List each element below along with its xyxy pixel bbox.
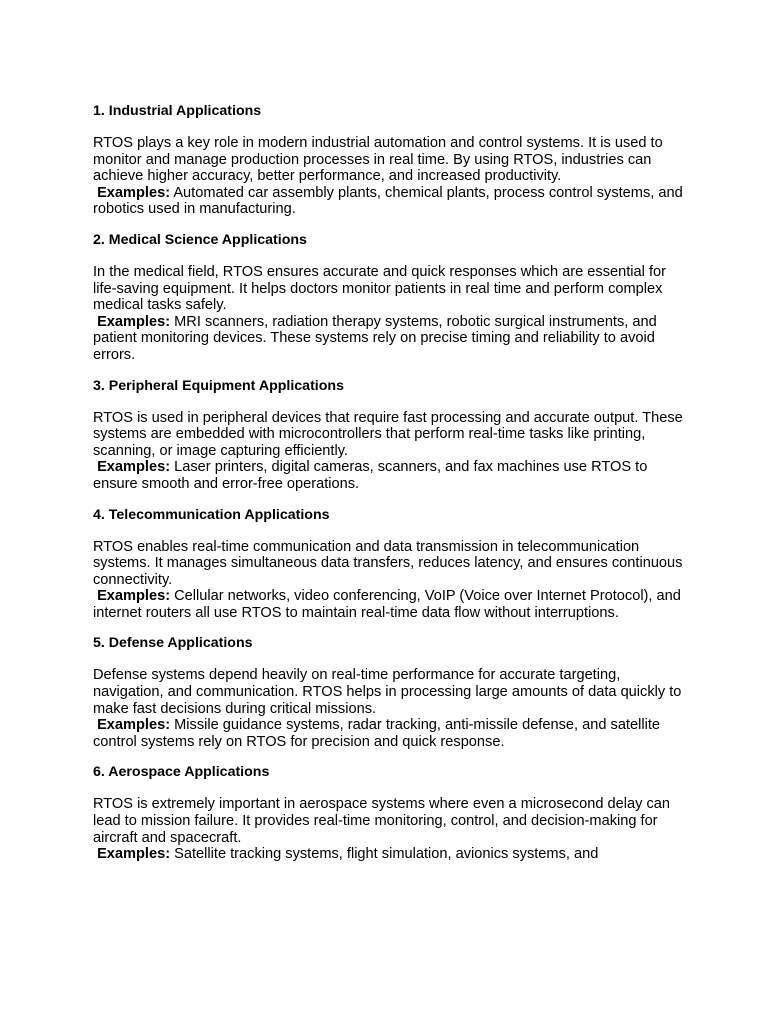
section-heading: 3. Peripheral Equipment Applications — [93, 377, 344, 394]
section-paragraph: RTOS is used in peripheral devices that require fast processing and accurate output. These systems are embedded with microcontrollers that perform real-time tasks like printing, scanning, or image capturing efficiently. — [93, 409, 683, 459]
section-paragraph: RTOS is extremely important in aerospace systems where even a microsecond delay can lead to mission failure. It provides real-time monitoring, control, and decision-making for aircraft and spacecraft. — [93, 796, 670, 846]
section-defense — [93, 635, 683, 750]
examples-label: Examples: — [97, 588, 171, 605]
section-paragraph: In the medical field, RTOS ensures accurate and quick responses which are essential for life-saving equipment. It helps doctors monitor patients in real time and perform complex medical tasks safely. — [93, 263, 666, 314]
section-paragraph: RTOS plays a key role in modern industrial automation and control systems. It is used to monitor and manage production processes in real time. By using RTOS, industries can achieve higher accuracy, better performance, and increased productivity. — [93, 135, 663, 185]
examples-label: Examples: — [97, 313, 171, 330]
section-examples — [93, 717, 683, 750]
section-examples — [93, 588, 683, 621]
section-examples — [93, 314, 683, 364]
examples-text: Satellite tracking systems, flight simulation, avionics systems, and — [174, 846, 599, 863]
examples-label: Examples: — [97, 717, 171, 734]
section-examples — [93, 846, 683, 863]
section-examples — [93, 459, 683, 492]
examples-label: Examples: — [97, 459, 171, 476]
examples-label: Examples: — [97, 846, 171, 863]
section-peripheral — [93, 378, 683, 493]
examples-text: MRI scanners, radiation therapy systems, robotic surgical instruments, and patient monitoring devices. These systems rely on precise timing and reliability to avoid errors. — [93, 313, 657, 363]
document-page — [93, 103, 683, 877]
section-paragraph: RTOS enables real-time communication and data transmission in telecommunication systems. It manages simultaneous data transfers, reduces latency, and ensures continuous connectivity. — [93, 538, 683, 588]
section-heading: 6. Aerospace Applications — [93, 764, 270, 781]
examples-text: Automated car assembly plants, chemical plants, process control systems, and robotics used in manufacturing. — [93, 184, 683, 218]
section-heading: 2. Medical Science Applications — [93, 231, 307, 248]
section-heading: 5. Defense Applications — [93, 635, 253, 652]
section-telecommunication — [93, 507, 683, 622]
section-aerospace — [93, 764, 683, 862]
section-examples — [93, 185, 683, 218]
section-industrial — [93, 103, 683, 218]
section-paragraph: Defense systems depend heavily on real-time performance for accurate targeting, navigation, and communication. RTOS helps in processing large amounts of data quickly to make fast decisions during critical missions. — [93, 667, 682, 717]
section-medical — [93, 232, 683, 364]
examples-text: Cellular networks, video conferencing, VoIP (Voice over Internet Protocol), and internet routers all use RTOS to maintain real-time data flow without interruptions. — [93, 588, 681, 621]
section-heading: 1. Industrial Applications — [93, 103, 262, 119]
section-heading: 4. Telecommunication Applications — [93, 506, 330, 523]
examples-text: Missile guidance systems, radar tracking, anti-missile defense, and satellite control systems rely on RTOS for precision and quick response. — [93, 717, 661, 750]
examples-label: Examples: — [97, 184, 171, 201]
examples-text: Laser printers, digital cameras, scanners, and fax machines use RTOS to ensure smooth and error-free operations. — [93, 459, 648, 492]
